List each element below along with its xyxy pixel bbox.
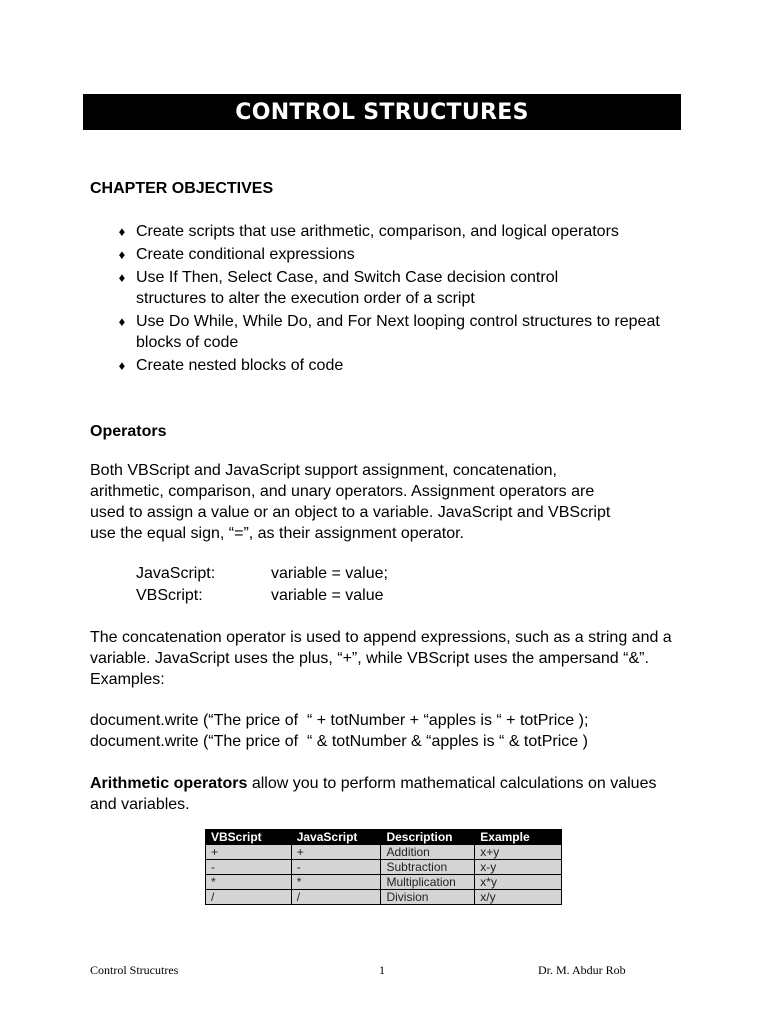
table-cell: Division bbox=[381, 890, 475, 905]
operators-intro-paragraph: Both VBScript and JavaScript support assignment, concatenation, arithmetic, comparison, and unary operators. Assignment operators are used to assign a value or an object to a variable. JavaScript and VBScript use the equal sign, “=”, as their assignment operator. bbox=[90, 462, 611, 542]
column-header-example: Example bbox=[475, 830, 562, 845]
table-cell: - bbox=[291, 860, 381, 875]
objectives-list bbox=[0, 221, 768, 378]
chapter-objectives-heading: CHAPTER OBJECTIVES bbox=[90, 180, 274, 197]
table-cell: + bbox=[206, 845, 292, 860]
diamond-bullet-icon: ♦ bbox=[118, 358, 126, 373]
assignment-code: variable = value bbox=[271, 587, 384, 604]
table-cell: x-y bbox=[475, 860, 562, 875]
column-header-javascript: JavaScript bbox=[291, 830, 381, 845]
table-cell: / bbox=[291, 890, 381, 905]
diamond-bullet-icon: ♦ bbox=[118, 224, 126, 239]
footer-author: Dr. M. Abdur Rob bbox=[538, 963, 626, 977]
list-item bbox=[0, 221, 768, 242]
objective-text: Create nested blocks of code bbox=[136, 357, 344, 374]
table-cell: x*y bbox=[475, 875, 562, 890]
table-cell: x+y bbox=[475, 845, 562, 860]
table-cell: Multiplication bbox=[381, 875, 475, 890]
table-cell: * bbox=[291, 875, 381, 890]
concatenation-paragraph: The concatenation operator is used to append expressions, such as a string and a variable. JavaScript uses the plus, “+”, while VBScript uses the ampersand “&”. Examples: bbox=[90, 629, 672, 688]
column-header-vbscript: VBScript bbox=[206, 830, 292, 845]
language-label: VBScript: bbox=[136, 587, 203, 604]
table-cell: Addition bbox=[381, 845, 475, 860]
diamond-bullet-icon: ♦ bbox=[118, 270, 126, 285]
list-item bbox=[0, 355, 768, 376]
objective-text: Use If Then, Select Case, and Switch Case decision control structures to alter the execution order of a script bbox=[136, 269, 559, 307]
arithmetic-paragraph bbox=[90, 773, 670, 815]
operators-heading: Operators bbox=[90, 423, 167, 440]
diamond-bullet-icon: ♦ bbox=[118, 314, 126, 329]
table-row bbox=[206, 890, 562, 905]
footer-page-number: 1 bbox=[379, 963, 385, 977]
table-row bbox=[206, 860, 562, 875]
footer-document-title: Control Strucutres bbox=[90, 963, 179, 977]
table-cell: * bbox=[206, 875, 292, 890]
table-cell: + bbox=[291, 845, 381, 860]
table-cell: - bbox=[206, 860, 292, 875]
code-example-line: document.write (“The price of “ + totNumber + “apples is “ + totPrice ); bbox=[90, 712, 589, 729]
table-cell: x/y bbox=[475, 890, 562, 905]
title-banner: CONTROL STRUCTURES bbox=[83, 94, 681, 130]
list-item bbox=[0, 244, 768, 265]
diamond-bullet-icon: ♦ bbox=[118, 247, 126, 262]
column-header-description: Description bbox=[381, 830, 475, 845]
arithmetic-operators-term: Arithmetic operators bbox=[90, 775, 248, 792]
objective-text: Use Do While, While Do, and For Next looping control structures to repeat blocks of code bbox=[136, 313, 660, 351]
code-example-line: document.write (“The price of “ & totNumber & “apples is “ & totPrice ) bbox=[90, 733, 588, 750]
arithmetic-operators-table bbox=[205, 829, 562, 905]
list-item bbox=[0, 267, 768, 309]
language-label: JavaScript: bbox=[136, 565, 216, 582]
table-header-row bbox=[206, 830, 562, 845]
objective-text: Create scripts that use arithmetic, comparison, and logical operators bbox=[136, 223, 619, 240]
table-row bbox=[206, 845, 562, 860]
objective-text: Create conditional expressions bbox=[136, 246, 355, 263]
table-cell: / bbox=[206, 890, 292, 905]
table-row bbox=[206, 875, 562, 890]
list-item bbox=[0, 311, 768, 353]
arithmetic-description: allow you to perform mathematical calculations on values and variables. bbox=[90, 775, 657, 813]
assignment-code: variable = value; bbox=[271, 565, 388, 582]
table-cell: Subtraction bbox=[381, 860, 475, 875]
